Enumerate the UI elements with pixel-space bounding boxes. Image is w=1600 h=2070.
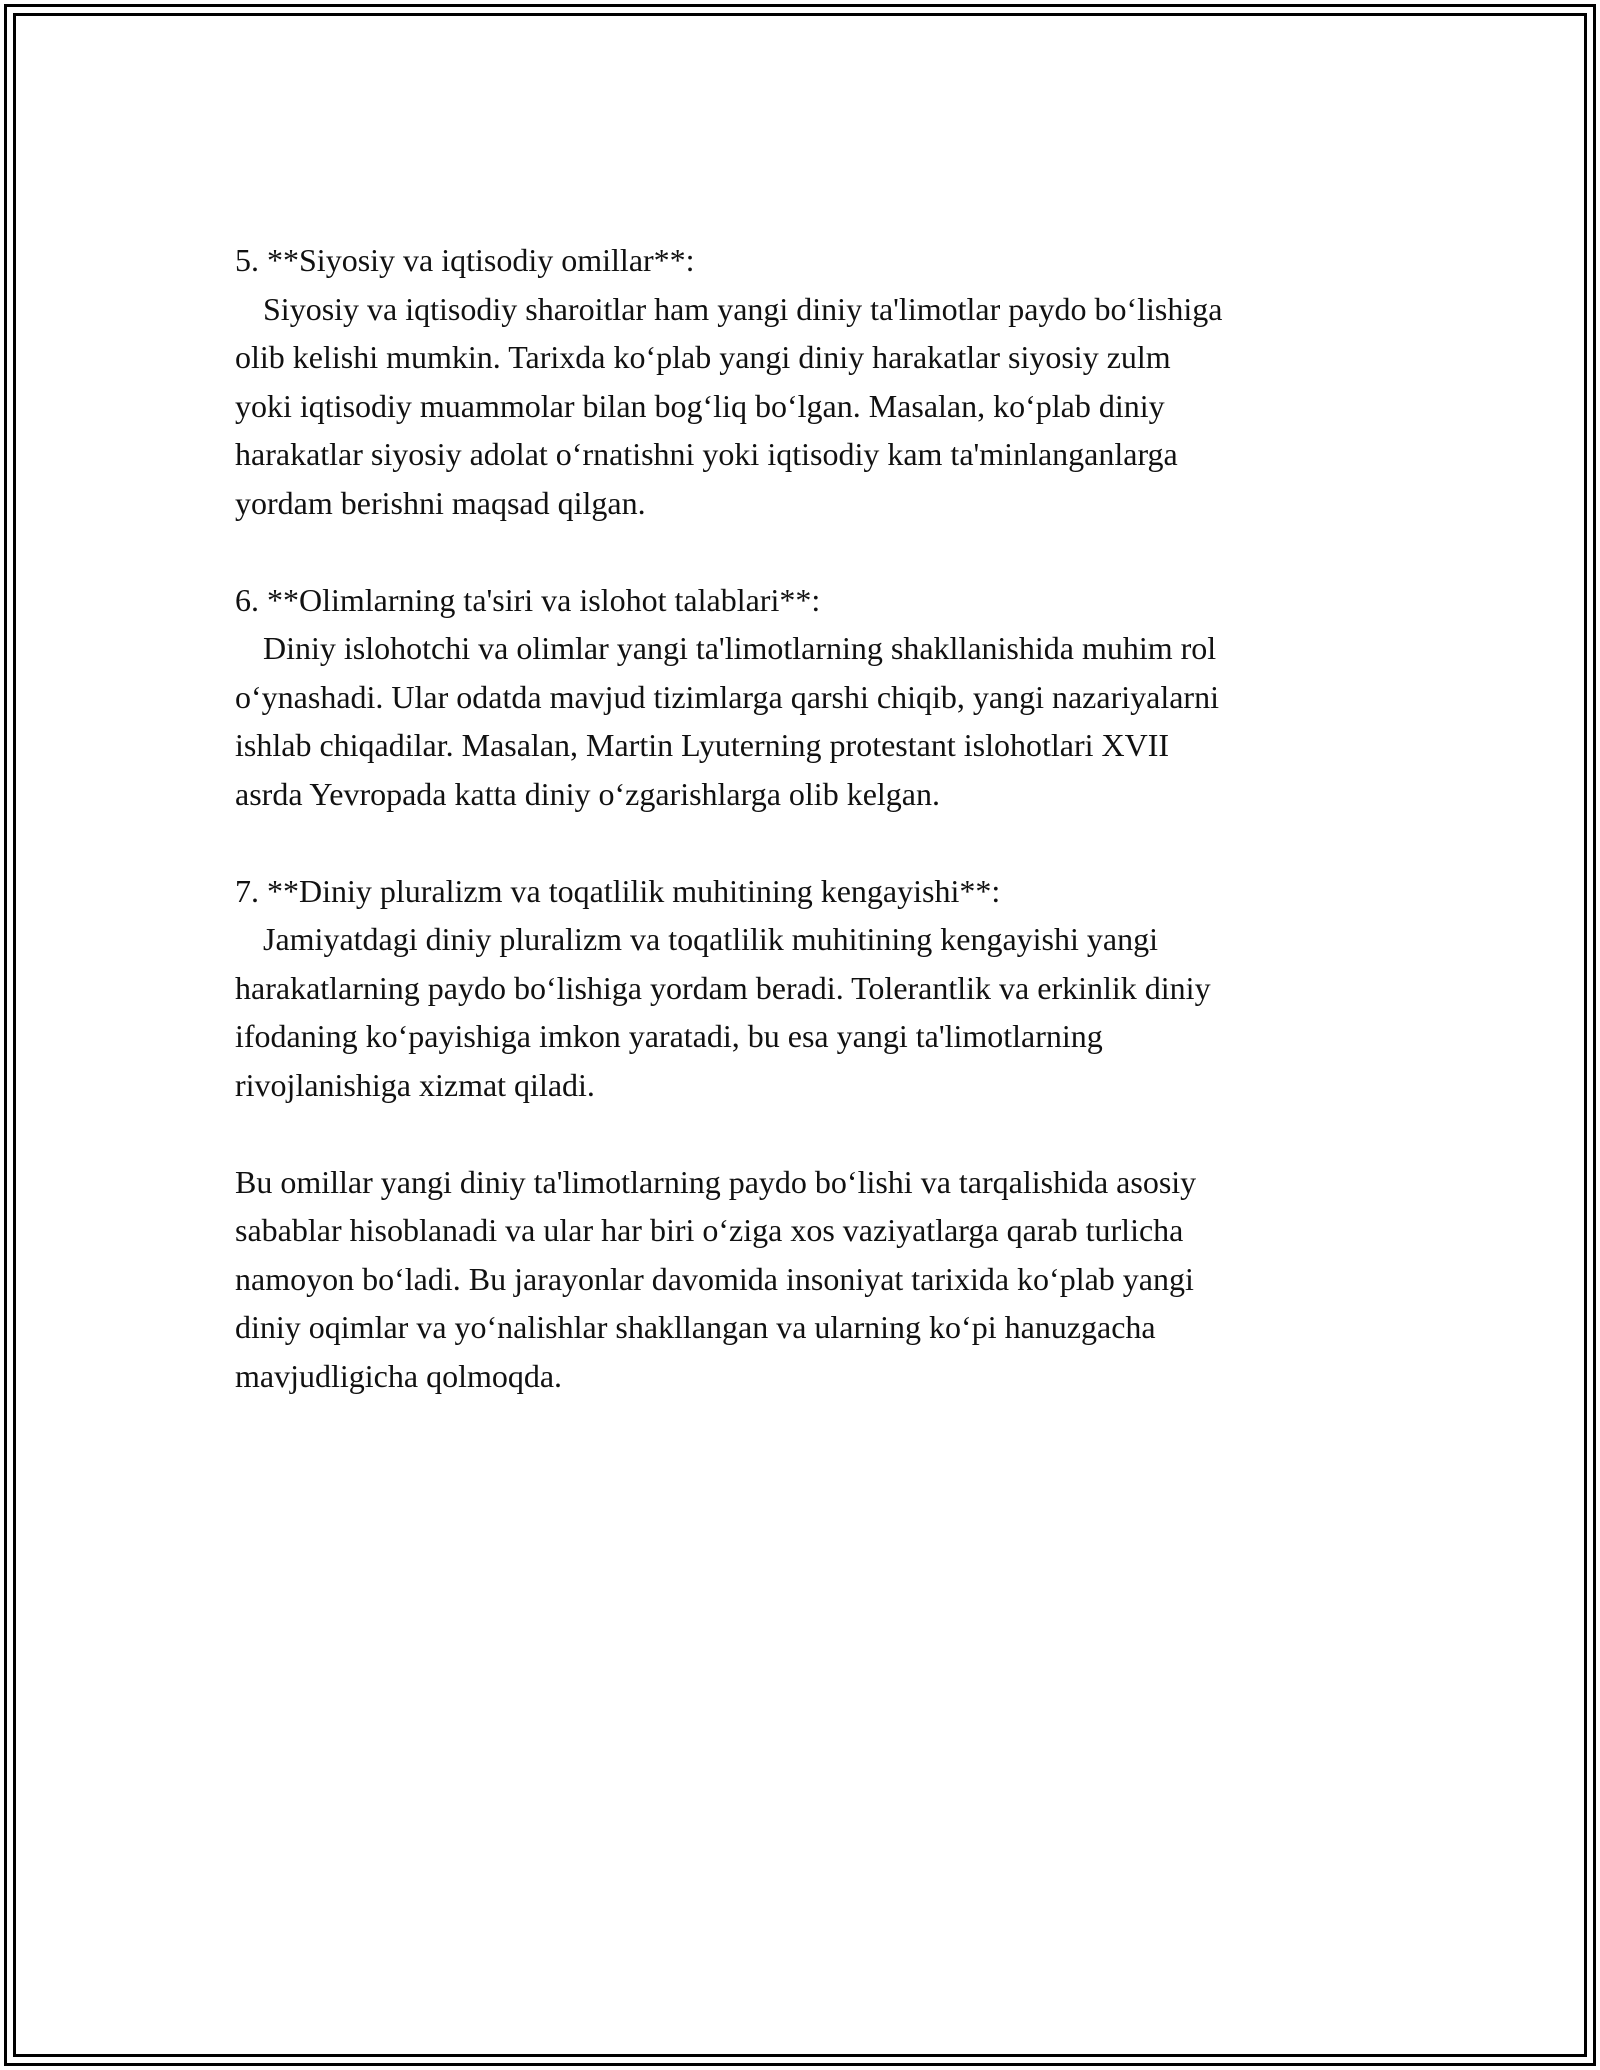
paragraph-line: harakatlar siyosiy adolat o‘rnatishni yoki iqtisodiy kam ta'minlanganlarga (235, 436, 1178, 472)
paragraph-line: asrda Yevropada katta diniy o‘zgarishlarga olib kelgan. (235, 775, 940, 812)
paragraph-line: namoyon bo‘ladi. Bu jarayonlar davomida insoniyat tarixida ko‘plab yangi (235, 1260, 1194, 1297)
paragraph-line: olib kelishi mumkin. Tarixda ko‘plab yangi diniy harakatlar siyosiy zulm (235, 339, 1171, 375)
paragraph-line: diniy oqimlar va yo‘nalishlar shakllangan va ularning ko‘pi hanuzgacha (235, 1309, 1156, 1345)
paragraph-line: yoki iqtisodiy muammolar bilan bog‘liq bo‘lgan. Masalan, ko‘plab diniy (235, 387, 1165, 424)
paragraph-line: Jamiyatdagi diniy pluralizm va toqatlilik muhitining kengayishi yangi (263, 921, 1158, 957)
paragraph-line: Siyosiy va iqtisodiy sharoitlar ham yangi diniy ta'limotlar paydo bo‘lishiga (263, 290, 1223, 327)
section-heading: 7. **Diniy pluralizm va toqatlilik muhitining kengayishi**: (235, 872, 1001, 909)
paragraph-line: harakatlarning paydo bo‘lishiga yordam beradi. Tolerantlik va erkinlik diniy (235, 969, 1211, 1006)
paragraph-line: mavjudligicha qolmoqda. (235, 1357, 563, 1394)
document-body (235, 236, 1375, 1400)
paragraph-line: Bu omillar yangi diniy ta'limotlarning paydo bo‘lishi va tarqalishida asosiy (235, 1163, 1197, 1200)
section-heading: 5. **Siyosiy va iqtisodiy omillar**: (235, 242, 695, 278)
paragraph-line: o‘ynashadi. Ular odatda mavjud tizimlarga qarshi chiqib, yangi nazariyalarni (235, 678, 1219, 715)
paragraph-line: yordam berishni maqsad qilgan. (235, 484, 646, 521)
section-pluralism-tolerance (235, 867, 1375, 1110)
paragraph-line: Diniy islohotchi va olimlar yangi ta'limotlarning shakllanishida muhim rol (263, 630, 1217, 666)
paragraph-line: rivojlanishiga xizmat qiladi. (235, 1066, 595, 1103)
paragraph-line: ishlab chiqadilar. Masalan, Martin Lyuterning protestant islohotlari XVII (235, 727, 1170, 763)
conclusion-paragraph (235, 1158, 1375, 1401)
paragraph-line: ifodaning ko‘payishiga imkon yaratadi, bu esa yangi ta'limotlarning (235, 1018, 1103, 1054)
paragraph-line: sabablar hisoblanadi va ular har biri o‘ziga xos vaziyatlarga qarab turlicha (235, 1212, 1184, 1248)
section-political-economic (235, 236, 1375, 527)
section-scholars-reform (235, 576, 1375, 819)
section-heading: 6. **Olimlarning ta'siri va islohot talablari**: (235, 581, 821, 618)
